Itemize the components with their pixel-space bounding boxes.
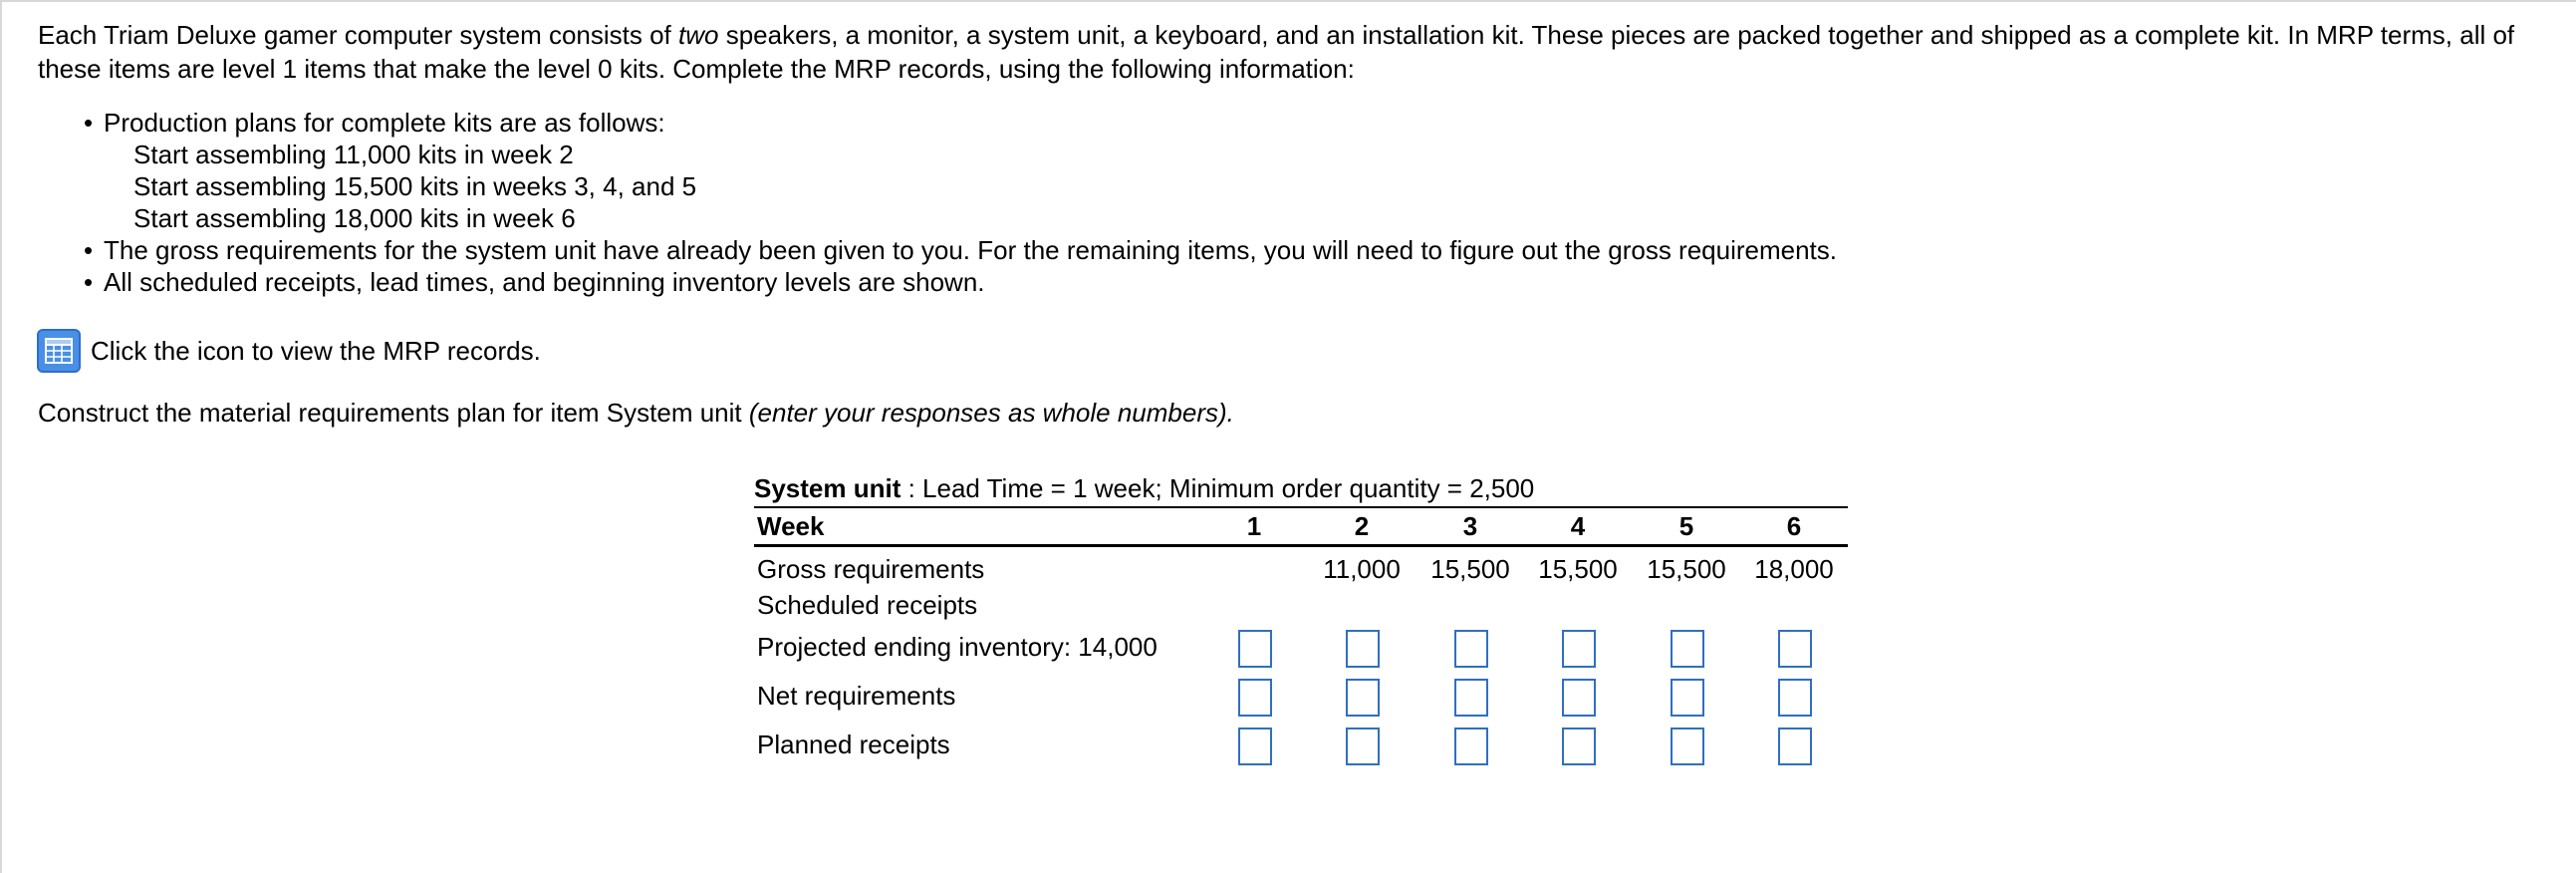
week-number: 1 xyxy=(1246,511,1262,541)
projected-inventory-input-week-6[interactable] xyxy=(1778,630,1812,668)
planned-receipts-row xyxy=(754,721,1848,769)
week-label: Week xyxy=(757,511,825,541)
bullet-receipts-info xyxy=(84,266,2548,298)
projected-inventory-input-week-2[interactable] xyxy=(1346,630,1380,668)
planned-receipts-input-week-2[interactable] xyxy=(1346,728,1380,765)
gross-requirement-value: 15,500 xyxy=(1430,554,1510,584)
scheduled-receipts-label: Scheduled receipts xyxy=(757,590,978,620)
plan-line: Start assembling 15,500 kits in weeks 3, 4, and 5 xyxy=(133,171,697,201)
projected-inventory-input-week-1[interactable] xyxy=(1238,630,1272,668)
problem-content xyxy=(38,18,2548,430)
gross-requirements-row xyxy=(754,551,1848,587)
net-requirements-input-week-3[interactable] xyxy=(1454,679,1488,717)
gross-requirement-value: 11,000 xyxy=(1323,554,1401,584)
planned-receipts-input-week-5[interactable] xyxy=(1671,728,1704,765)
intro-text-1: Each Triam Deluxe gamer computer system consists of xyxy=(38,20,679,50)
net-requirements-label: Net requirements xyxy=(757,681,956,711)
construct-emphasis: (enter your responses as whole numbers). xyxy=(748,398,1234,428)
gross-requirements-label: Gross requirements xyxy=(757,554,985,584)
week-header-row xyxy=(754,508,1848,547)
bullet-dot: • xyxy=(84,267,94,297)
bullet-gross-requirements xyxy=(84,234,2548,266)
projected-inventory-input-week-5[interactable] xyxy=(1671,630,1704,668)
projected-inventory-row xyxy=(754,623,1848,672)
projected-inventory-input-week-4[interactable] xyxy=(1562,630,1596,668)
table-grid-icon-graphic xyxy=(42,334,76,368)
top-border xyxy=(0,0,2576,2)
gross-requirement-value: 15,500 xyxy=(1647,554,1726,584)
net-requirements-input-week-6[interactable] xyxy=(1778,679,1812,717)
mrp-records-link-text: Click the icon to view the MRP records. xyxy=(91,336,541,366)
net-requirements-input-week-4[interactable] xyxy=(1562,679,1596,717)
construct-text: Construct the material requirements plan for item System unit xyxy=(38,398,749,428)
planned-receipts-input-week-6[interactable] xyxy=(1778,728,1812,765)
plan-line: Start assembling 18,000 kits in week 6 xyxy=(133,203,576,233)
bullet-dot: • xyxy=(84,108,94,138)
production-plan-lines xyxy=(104,139,2548,234)
bullet-text: All scheduled receipts, lead times, and beginning inventory levels are shown. xyxy=(104,267,985,297)
projected-inventory-label: Projected ending inventory: 14,000 xyxy=(757,632,1158,662)
planned-receipts-input-week-1[interactable] xyxy=(1238,728,1272,765)
week-number: 2 xyxy=(1354,511,1370,541)
projected-inventory-input-week-3[interactable] xyxy=(1454,630,1488,668)
net-requirements-row xyxy=(754,672,1848,721)
gross-requirement-value: 18,000 xyxy=(1754,554,1834,584)
week-number: 6 xyxy=(1786,511,1802,541)
plan-line: Start assembling 11,000 kits in week 2 xyxy=(133,140,574,169)
bullet-production-plans xyxy=(84,107,2548,234)
bullet-text: Production plans for complete kits are as follows: xyxy=(104,108,665,138)
table-grid-icon[interactable] xyxy=(37,329,81,373)
mrp-table xyxy=(754,470,1848,769)
net-requirements-input-week-1[interactable] xyxy=(1238,679,1272,717)
intro-emphasis: two xyxy=(678,20,719,50)
left-border xyxy=(0,0,2,873)
week-number: 3 xyxy=(1462,511,1478,541)
bullet-text: The gross requirements for the system unit have already been given to you. For the remaining items, you will need to figure out the gross requirements. xyxy=(104,235,1837,265)
mrp-records-link xyxy=(38,328,2548,374)
mrp-title-details: : Lead Time = 1 week; Minimum order quantity = 2,500 xyxy=(901,473,1535,503)
net-requirements-input-week-5[interactable] xyxy=(1671,679,1704,717)
intro-text-2: speakers, a monitor, a system unit, a keyboard, and an installation kit. These pieces are packed together and shipped as a complete kit. In MRP terms, all of these items are level 1 items that make the level 0 kits. Complete the MRP records, using the following information: xyxy=(38,20,2515,84)
mrp-table-title xyxy=(754,470,1848,508)
mrp-item-name: System unit xyxy=(754,473,902,503)
week-number: 4 xyxy=(1570,511,1586,541)
gross-requirement-value: 15,500 xyxy=(1538,554,1618,584)
week-number: 5 xyxy=(1678,511,1694,541)
net-requirements-input-week-2[interactable] xyxy=(1346,679,1380,717)
bullet-dot: • xyxy=(84,235,94,265)
planned-receipts-label: Planned receipts xyxy=(757,729,950,759)
construct-instruction xyxy=(38,396,2548,430)
scheduled-receipts-row xyxy=(754,587,1848,623)
planned-receipts-input-week-4[interactable] xyxy=(1562,728,1596,765)
planned-receipts-input-week-3[interactable] xyxy=(1454,728,1488,765)
info-bullets xyxy=(38,107,2548,298)
problem-intro xyxy=(38,18,2548,86)
